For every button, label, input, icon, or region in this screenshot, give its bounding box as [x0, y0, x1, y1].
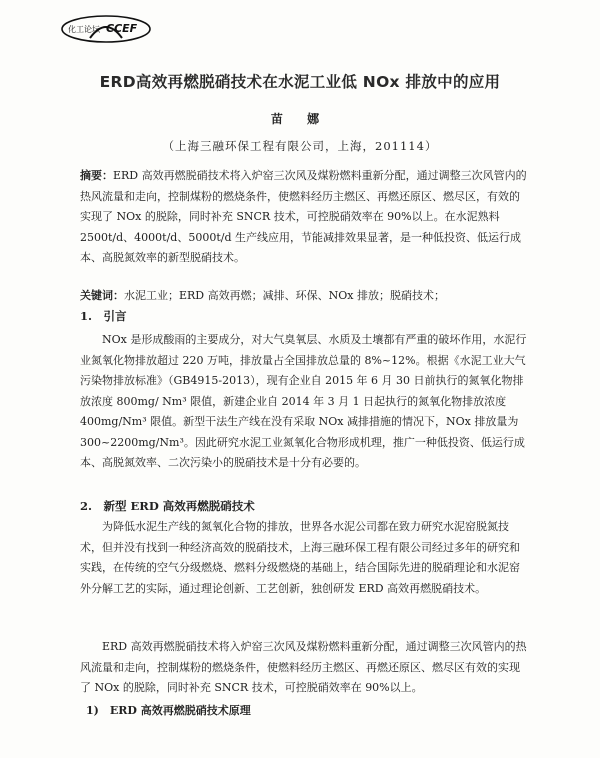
keywords-label: 关键词：: [80, 289, 124, 302]
keywords: [80, 286, 530, 307]
journal-logo: [60, 14, 152, 44]
section-2-paragraph-2: ERD 高效再燃脱硝技术将入炉窑三次风及煤粉燃料重新分配，通过调整三次风管内的热风流量和走向，控制煤粉的燃烧条件，使燃料经历主燃区、再燃还原区、燃尽区有效的实现了 NOx 的脱除，同时补充 SNCR 技术，可控脱硝效率在 90%以上。: [80, 640, 527, 694]
section-1-paragraph: NOx 是形成酸雨的主要成分，对大气臭氧层、水质及土壤都有严重的破坏作用，水泥行业氮氧化物排放超过 220 万吨，排放量占全国排放总量的 8%~12%。根据《水泥工业大气污染物排放标准》（GB4915-2013），现有企业自 2015 年 6 月 30 日前执行的氮氧化物排放浓度 800mg/ Nm³ 限值，新建企业自 2014 年 3 月 1 日起执行的氮氧化物排放浓度 400mg/Nm³ 限值。新型干法生产线在没有采取 NOx 减排措施的情况下，NOx 排放量为 300~2200mg/Nm³。因此研究水泥工业氮氧化合物形成机理，推广一种低投资、低运行成本、高脱氮效率、二次污染小的脱硝技术是十分有必要的。: [80, 333, 527, 469]
abstract-label: 摘要：: [80, 169, 113, 182]
abstract: [80, 166, 530, 269]
section-2-heading: 2. 新型 ERD 高效再燃脱硝技术: [80, 499, 255, 513]
author: 苗 娜: [270, 112, 330, 126]
section-1-heading: 1. 引言: [80, 309, 127, 323]
logo-brand: CCEF: [106, 22, 138, 35]
paper-title: ERD高效再燃脱硝技术在水泥工业低 NOx 排放中的应用: [99, 73, 501, 91]
logo-text: 化工论坛: [68, 25, 100, 34]
affiliation: （上海三融环保工程有限公司，上海，201114）: [162, 139, 438, 153]
keywords-text: 水泥工业；ERD 高效再燃；减排、环保、NOx 排放；脱硝技术；: [124, 289, 445, 302]
subsection-heading: 1) ERD 高效再燃脱硝技术原理: [86, 704, 251, 717]
abstract-text: ERD 高效再燃脱硝技术将入炉窑三次风及煤粉燃料重新分配，通过调整三次风管内的热风流量和走向，控制煤粉的燃烧条件，使燃料经历主燃区、再燃还原区、燃尽区，有效的实现了 NOx 的脱除，同时补充 SNCR 技术，可控脱硝效率在 90%以上。在水泥熟料 2500t/d、4000t/d、5000t/d 生产线应用，节能减排效果显著，是一种低投资、低运行成本、高脱氮效率的新型脱硝技术。: [80, 169, 527, 264]
section-2-paragraph-1: 为降低水泥生产线的氮氧化合物的排放，世界各水泥公司都在致力研究水泥窑脱氮技术，但并没有找到一种经济高效的脱硝技术，上海三融环保工程有限公司经过多年的研究和实践，在传统的空气分级燃烧、燃料分级燃烧的基础上，结合国际先进的脱硝理论和水泥窑外分解工艺的实际，通过理论创新、工艺创新，独创研发 ERD 高效再燃脱硝技术。: [80, 520, 520, 595]
